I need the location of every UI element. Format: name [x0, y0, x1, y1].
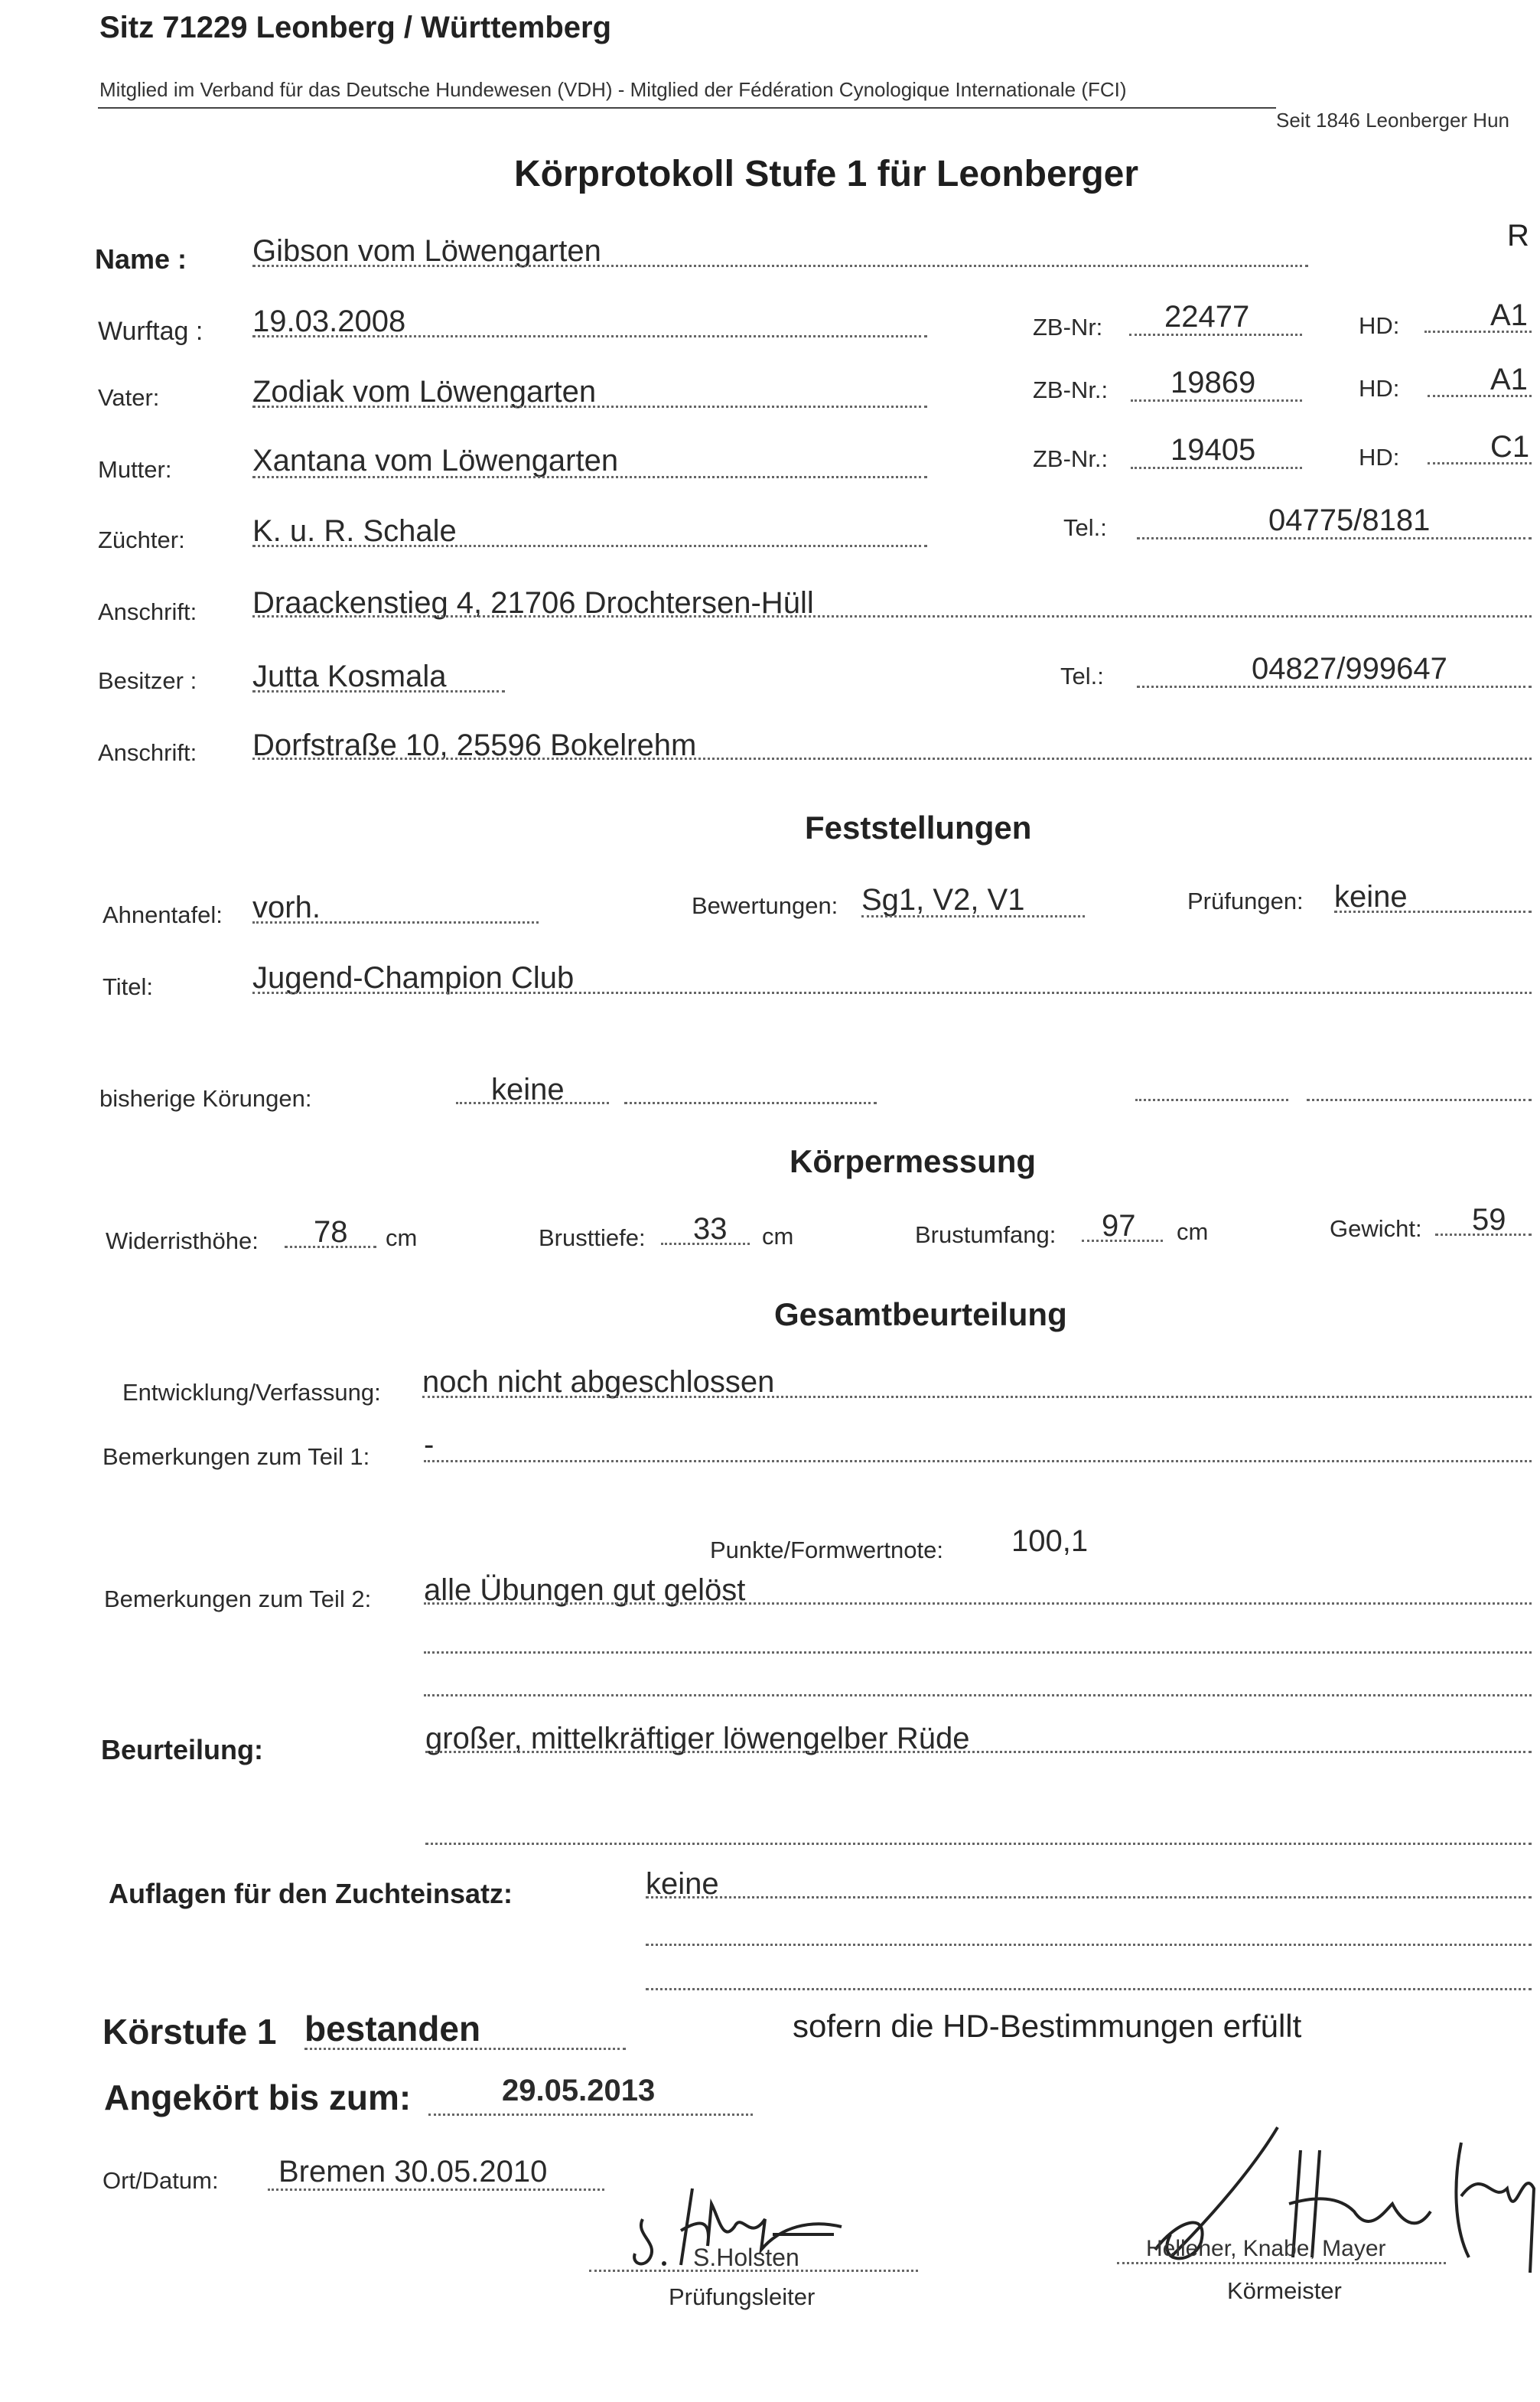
owner-tel: 04827/999647: [1252, 652, 1447, 686]
req-dotted-line-2: [646, 1944, 1532, 1946]
father-dotted-line: [252, 406, 927, 408]
rem1-value: -: [424, 1428, 435, 1462]
req-label: Auflagen für den Zuchteinsatz:: [109, 1878, 513, 1909]
mother-zb-dotted-line: [1131, 467, 1302, 469]
prev-dotted-line-2: [624, 1102, 877, 1104]
zb-label: ZB-Nr:: [1033, 314, 1103, 341]
leader-role: Prüfungsleiter: [669, 2283, 816, 2310]
rem2-dotted-line-3: [424, 1694, 1532, 1696]
owner-label: Besitzer :: [98, 667, 197, 694]
titles-label: Titel:: [103, 973, 154, 1000]
exams-value: keine: [1334, 880, 1408, 914]
height-label: Widerristhöhe:: [106, 1227, 259, 1254]
leader-dotted-line: [589, 2270, 918, 2272]
verdict-value: großer, mittelkräftiger löwengelber Rüde: [425, 1722, 970, 1755]
prev-dotted-line-1: [456, 1102, 609, 1104]
birth-dotted-line: [252, 335, 927, 337]
pedigree-label: Ahnentafel:: [103, 901, 223, 928]
depth-label: Brusttiefe:: [539, 1224, 646, 1251]
req-dotted-line-3: [646, 1988, 1532, 1990]
girth-value: 97: [1102, 1209, 1136, 1243]
rem2-dotted-line-2: [424, 1651, 1532, 1654]
owner-tel-label: Tel.:: [1060, 663, 1104, 689]
place-dotted-line: [268, 2189, 604, 2191]
father-hd-label: HD:: [1359, 375, 1400, 402]
prev-label: bisherige Körungen:: [99, 1085, 312, 1112]
cut-off-initial: R: [1507, 219, 1529, 253]
mother-hd-dotted-line: [1428, 462, 1532, 464]
until-dotted-line: [428, 2114, 753, 2116]
father-zb-label: ZB-Nr.:: [1033, 376, 1109, 403]
owner-address-label: Anschrift:: [98, 739, 197, 766]
father-zb-dotted-line: [1131, 399, 1302, 402]
dev-value: noch nicht abgeschlossen: [422, 1365, 775, 1399]
breeder-dotted-line: [252, 545, 927, 547]
mother-zb: 19405: [1170, 433, 1256, 467]
level-value: bestanden: [304, 2009, 481, 2048]
points-label: Punkte/Formwertnote:: [710, 1537, 943, 1563]
father-label: Vater:: [98, 384, 160, 411]
ratings-label: Bewertungen:: [692, 892, 838, 919]
hd-label: HD:: [1359, 312, 1400, 339]
ratings-dotted-line: [861, 915, 1085, 917]
hd-value: A1: [1490, 298, 1528, 332]
weight-label: Gewicht:: [1330, 1215, 1422, 1242]
level-label: Körstufe 1: [103, 2012, 277, 2052]
titles-dotted-line: [252, 992, 1532, 994]
breeder-address-dotted-line: [252, 615, 1532, 618]
verdict-dotted-line-1: [425, 1751, 1532, 1753]
owner-dotted-line: [252, 690, 505, 693]
req-value: keine: [646, 1867, 719, 1901]
assessment-heading: Gesamtbeurteilung: [774, 1296, 1067, 1332]
membership-line: Mitglied im Verband für das Deutsche Hundewesen (VDH) - Mitglied der Fédération Cynologique Internationale (FCI): [99, 78, 1127, 101]
depth-value: 33: [693, 1212, 728, 1246]
measure-heading: Körpermessung: [790, 1143, 1037, 1179]
height-value: 78: [314, 1215, 348, 1249]
verdict-dotted-line-2: [425, 1843, 1532, 1845]
place-label: Ort/Datum:: [103, 2167, 219, 2194]
owner-address-dotted-line: [252, 758, 1532, 760]
father-hd: A1: [1490, 363, 1528, 396]
birth-label: Wurftag :: [98, 317, 203, 346]
prev-dotted-line-3: [1135, 1099, 1288, 1101]
depth-dotted-line: [661, 1243, 750, 1245]
page-title: Körprotokoll Stufe 1 für Leonberger: [514, 154, 1139, 194]
rem2-value: alle Übungen gut gelöst: [424, 1573, 746, 1607]
girth-dotted-line: [1082, 1240, 1163, 1242]
dev-dotted-line: [422, 1396, 1532, 1398]
father-hd-dotted-line: [1428, 395, 1532, 397]
masters-dotted-line: [1117, 2262, 1446, 2264]
mother-hd-label: HD:: [1359, 444, 1400, 471]
breeder-tel: 04775/8181: [1268, 504, 1431, 537]
breeder-tel-dotted-line: [1137, 537, 1532, 539]
titles-value: Jugend-Champion Club: [252, 961, 575, 995]
height-dotted-line: [285, 1246, 376, 1248]
father-name: Zodiak vom Löwengarten: [252, 375, 597, 409]
level-dotted-line: [304, 2048, 626, 2050]
weight-dotted-line: [1435, 1234, 1532, 1236]
verdict-label: Beurteilung:: [101, 1734, 263, 1765]
mother-hd: C1: [1490, 430, 1530, 464]
girth-unit: cm: [1177, 1218, 1209, 1245]
birth-date: 19.03.2008: [252, 305, 406, 338]
leader-name: S.Holsten: [693, 2244, 799, 2271]
dog-name: Gibson vom Löwengarten: [252, 234, 601, 268]
until-value: 29.05.2013: [502, 2074, 656, 2107]
breeder-address-label: Anschrift:: [98, 598, 197, 625]
prev-dotted-line-4: [1307, 1099, 1532, 1101]
owner-address: Dorfstraße 10, 25596 Bokelrehm: [252, 728, 697, 762]
pedigree-value: vorh.: [252, 891, 321, 924]
req-dotted-line-1: [646, 1896, 1532, 1898]
until-label: Angekört bis zum:: [104, 2078, 412, 2117]
mother-name: Xantana vom Löwengarten: [252, 444, 619, 477]
girth-label: Brustumfang:: [915, 1221, 1057, 1248]
place-value: Bremen 30.05.2010: [278, 2155, 548, 2189]
mother-label: Mutter:: [98, 456, 172, 483]
rem1-dotted-line: [424, 1460, 1532, 1462]
level-condition: sofern die HD-Bestimmungen erfüllt: [793, 2008, 1302, 2044]
owner-tel-dotted-line: [1137, 686, 1532, 688]
father-zb: 19869: [1170, 366, 1256, 399]
findings-heading: Feststellungen: [805, 810, 1032, 846]
dev-label: Entwicklung/Verfassung:: [122, 1379, 381, 1406]
since-note: Seit 1846 Leonberger Hun: [1276, 109, 1510, 132]
hd-dotted-line: [1424, 331, 1532, 333]
name-label: Name :: [95, 243, 187, 275]
height-unit: cm: [386, 1224, 418, 1251]
exams-dotted-line: [1334, 911, 1532, 913]
breeder-label: Züchter:: [98, 526, 185, 553]
breeder-address: Draackenstieg 4, 21706 Drochtersen-Hüll: [252, 586, 814, 620]
club-seat: Sitz 71229 Leonberg / Württemberg: [99, 11, 612, 44]
rem1-label: Bemerkungen zum Teil 1:: [103, 1443, 370, 1470]
ratings-value: Sg1, V2, V1: [861, 883, 1025, 917]
name-dotted-line: [252, 265, 1308, 267]
header-rule: [98, 107, 1276, 109]
prev-value: keine: [491, 1073, 565, 1106]
breeder-tel-label: Tel.:: [1063, 514, 1107, 541]
points-value: 100,1: [1011, 1524, 1089, 1558]
rem2-dotted-line-1: [424, 1602, 1532, 1605]
mother-dotted-line: [252, 476, 927, 478]
zb-dotted-line: [1129, 334, 1302, 336]
weight-value: 59: [1472, 1203, 1506, 1237]
rem2-label: Bemerkungen zum Teil 2:: [104, 1586, 372, 1612]
depth-unit: cm: [762, 1223, 794, 1250]
masters-names: Hellener, Knabe, Mayer: [1146, 2236, 1386, 2261]
pedigree-dotted-line: [252, 921, 539, 924]
mother-zb-label: ZB-Nr.:: [1033, 445, 1109, 472]
breeder-name: K. u. R. Schale: [252, 514, 457, 548]
owner-name: Jutta Kosmala: [252, 660, 447, 693]
masters-role: Körmeister: [1227, 2277, 1342, 2304]
exams-label: Prüfungen:: [1187, 888, 1304, 914]
zb-number: 22477: [1164, 300, 1250, 334]
